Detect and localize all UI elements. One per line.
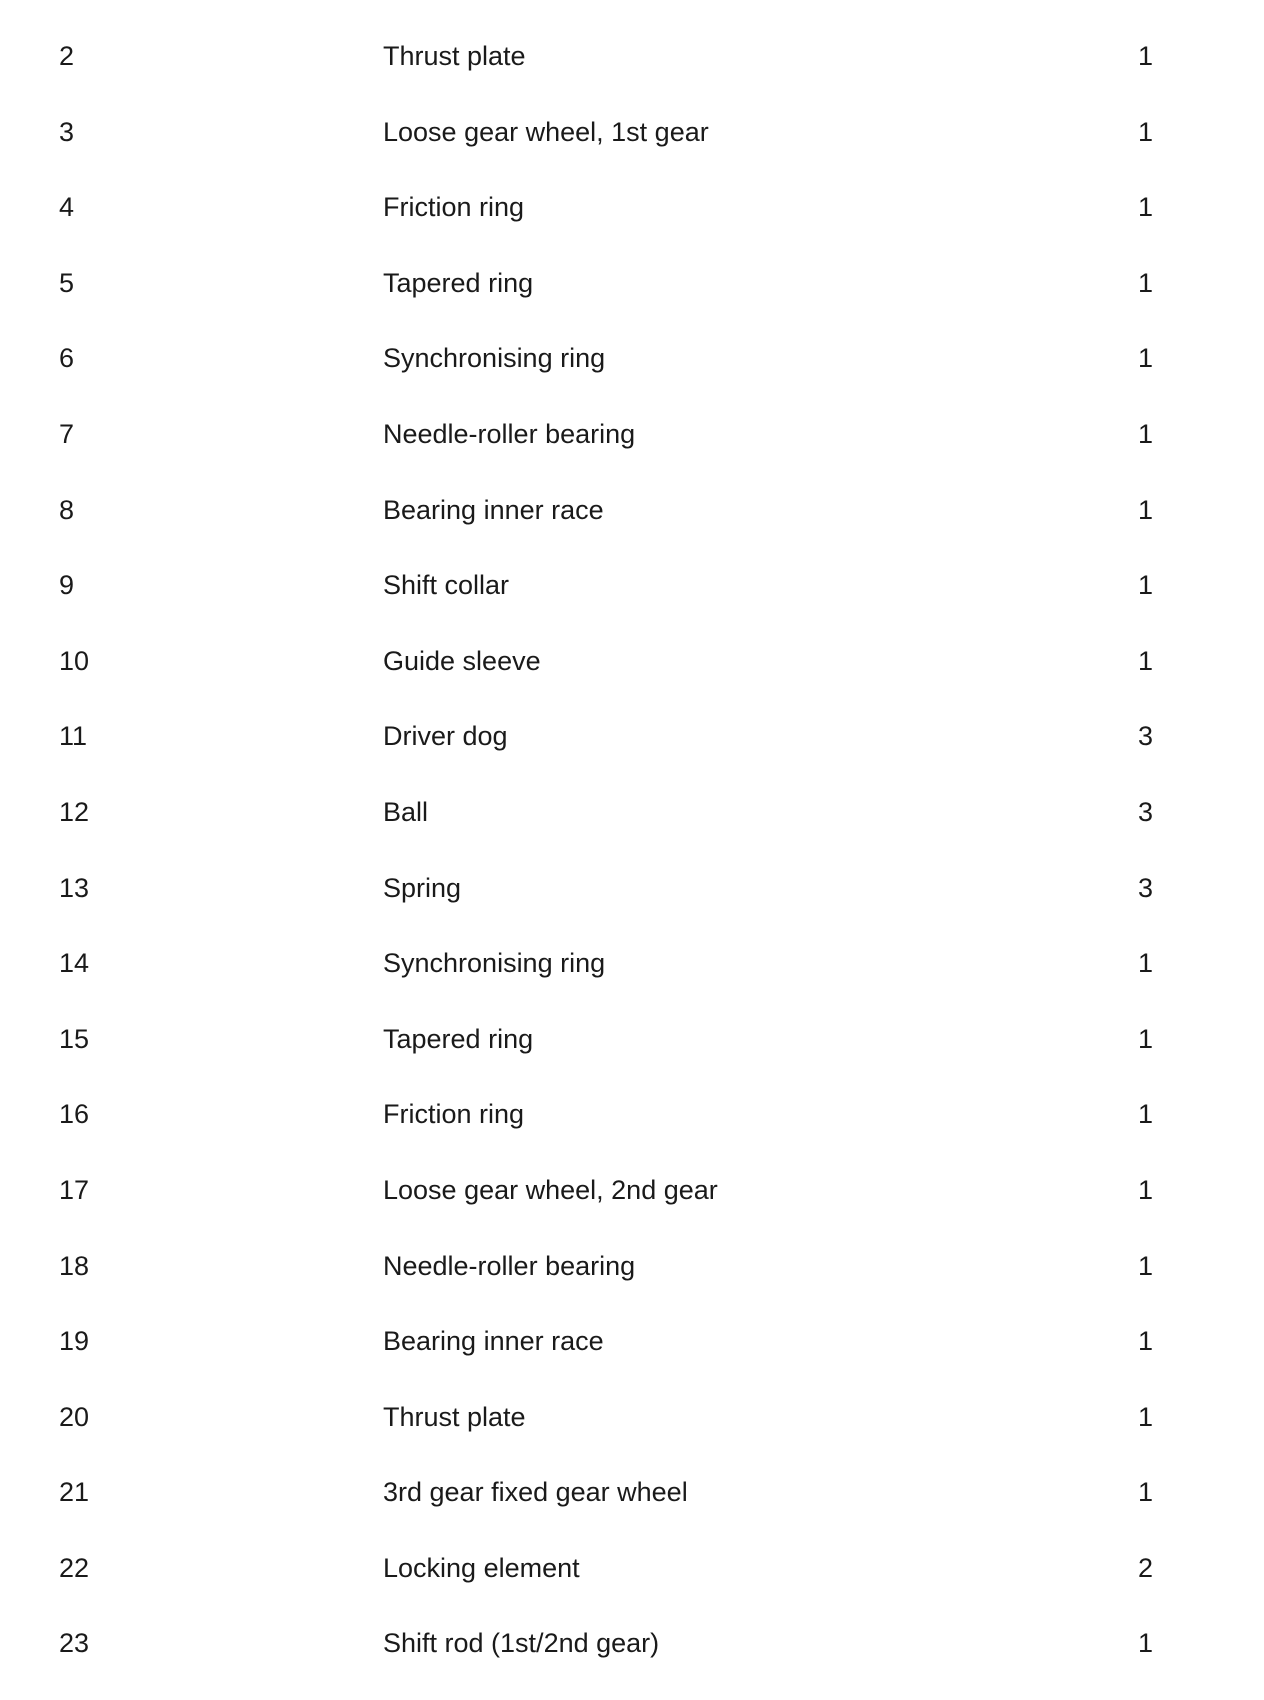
part-quantity: 2 <box>1138 1552 1154 1583</box>
part-number: 7 <box>59 418 75 449</box>
table-row <box>0 781 1264 857</box>
part-description: Tapered ring <box>383 267 534 298</box>
table-row <box>0 1537 1264 1613</box>
table-row <box>0 479 1264 555</box>
part-quantity: 1 <box>1138 1326 1154 1357</box>
part-description: Needle-roller bearing <box>383 1250 636 1281</box>
part-description: Friction ring <box>383 1099 525 1130</box>
table-row <box>0 252 1264 328</box>
part-description: Synchronising ring <box>383 343 606 374</box>
part-number: 19 <box>59 1326 90 1357</box>
part-number: 22 <box>59 1552 90 1583</box>
part-description: Needle-roller bearing <box>383 418 636 449</box>
part-number: 23 <box>59 1628 90 1659</box>
part-number: 5 <box>59 267 75 298</box>
part-quantity: 1 <box>1138 1174 1154 1205</box>
part-number: 4 <box>59 192 75 223</box>
part-quantity: 1 <box>1138 1628 1154 1659</box>
table-row <box>0 1159 1264 1235</box>
part-number: 16 <box>59 1099 90 1130</box>
part-quantity: 1 <box>1138 1477 1154 1508</box>
table-row <box>0 1235 1264 1311</box>
table-row <box>0 705 1264 781</box>
part-quantity: 1 <box>1138 343 1154 374</box>
part-quantity: 1 <box>1138 570 1154 601</box>
part-description: Tapered ring <box>383 1023 534 1054</box>
part-description: Shift rod (1st/2nd gear) <box>383 1628 660 1659</box>
table-row <box>0 932 1264 1008</box>
part-number: 11 <box>59 721 88 752</box>
part-quantity: 3 <box>1138 721 1154 752</box>
part-description: Bearing inner race <box>383 494 604 525</box>
part-number: 3 <box>59 116 75 147</box>
table-row <box>0 327 1264 403</box>
part-quantity: 1 <box>1138 418 1154 449</box>
part-description: Locking element <box>383 1552 580 1583</box>
part-description: 3rd gear fixed gear wheel <box>383 1477 688 1508</box>
part-description: Driver dog <box>383 721 508 752</box>
part-quantity: 1 <box>1138 1250 1154 1281</box>
parts-list-table <box>0 25 1264 1688</box>
part-description: Friction ring <box>383 192 525 223</box>
part-description: Guide sleeve <box>383 645 541 676</box>
part-number: 18 <box>59 1250 90 1281</box>
part-number: 17 <box>59 1174 90 1205</box>
part-description: Bearing inner race <box>383 1326 604 1357</box>
part-number: 2 <box>59 41 75 71</box>
part-description: Thrust plate <box>383 1401 526 1432</box>
part-quantity: 1 <box>1138 116 1154 147</box>
part-quantity: 1 <box>1138 41 1154 71</box>
part-number: 14 <box>59 948 90 979</box>
part-description: Ball <box>383 796 429 827</box>
part-quantity: 1 <box>1138 1023 1154 1054</box>
part-quantity: 1 <box>1138 494 1154 525</box>
table-row <box>0 1461 1264 1537</box>
table-row <box>0 1008 1264 1084</box>
table-row <box>0 403 1264 479</box>
part-number: 9 <box>59 570 75 601</box>
table-row <box>0 176 1264 252</box>
part-quantity: 1 <box>1138 1099 1154 1130</box>
part-number: 20 <box>59 1401 90 1432</box>
table-row <box>0 1612 1264 1688</box>
part-description: Shift collar <box>383 570 510 601</box>
table-row <box>0 857 1264 933</box>
part-description: Loose gear wheel, 1st gear <box>383 116 709 147</box>
table-row <box>0 1310 1264 1386</box>
part-number: 13 <box>59 872 90 903</box>
part-quantity: 1 <box>1138 948 1154 979</box>
table-row <box>0 25 1264 101</box>
part-quantity: 1 <box>1138 1401 1154 1432</box>
part-number: 15 <box>59 1023 90 1054</box>
table-row <box>0 630 1264 706</box>
table-row <box>0 1386 1264 1462</box>
part-description: Synchronising ring <box>383 948 606 979</box>
part-description: Loose gear wheel, 2nd gear <box>383 1174 718 1205</box>
part-number: 21 <box>59 1477 90 1508</box>
part-quantity: 1 <box>1138 192 1154 223</box>
part-number: 6 <box>59 343 75 374</box>
part-number: 8 <box>59 494 75 525</box>
table-row <box>0 101 1264 177</box>
part-quantity: 3 <box>1138 872 1154 903</box>
part-description: Thrust plate <box>383 41 526 71</box>
table-row <box>0 1083 1264 1159</box>
part-quantity: 1 <box>1138 645 1154 676</box>
part-number: 12 <box>59 796 90 827</box>
part-quantity: 1 <box>1138 267 1154 298</box>
part-description: Spring <box>383 872 462 903</box>
part-quantity: 3 <box>1138 796 1154 827</box>
table-row <box>0 554 1264 630</box>
part-number: 10 <box>59 645 90 676</box>
